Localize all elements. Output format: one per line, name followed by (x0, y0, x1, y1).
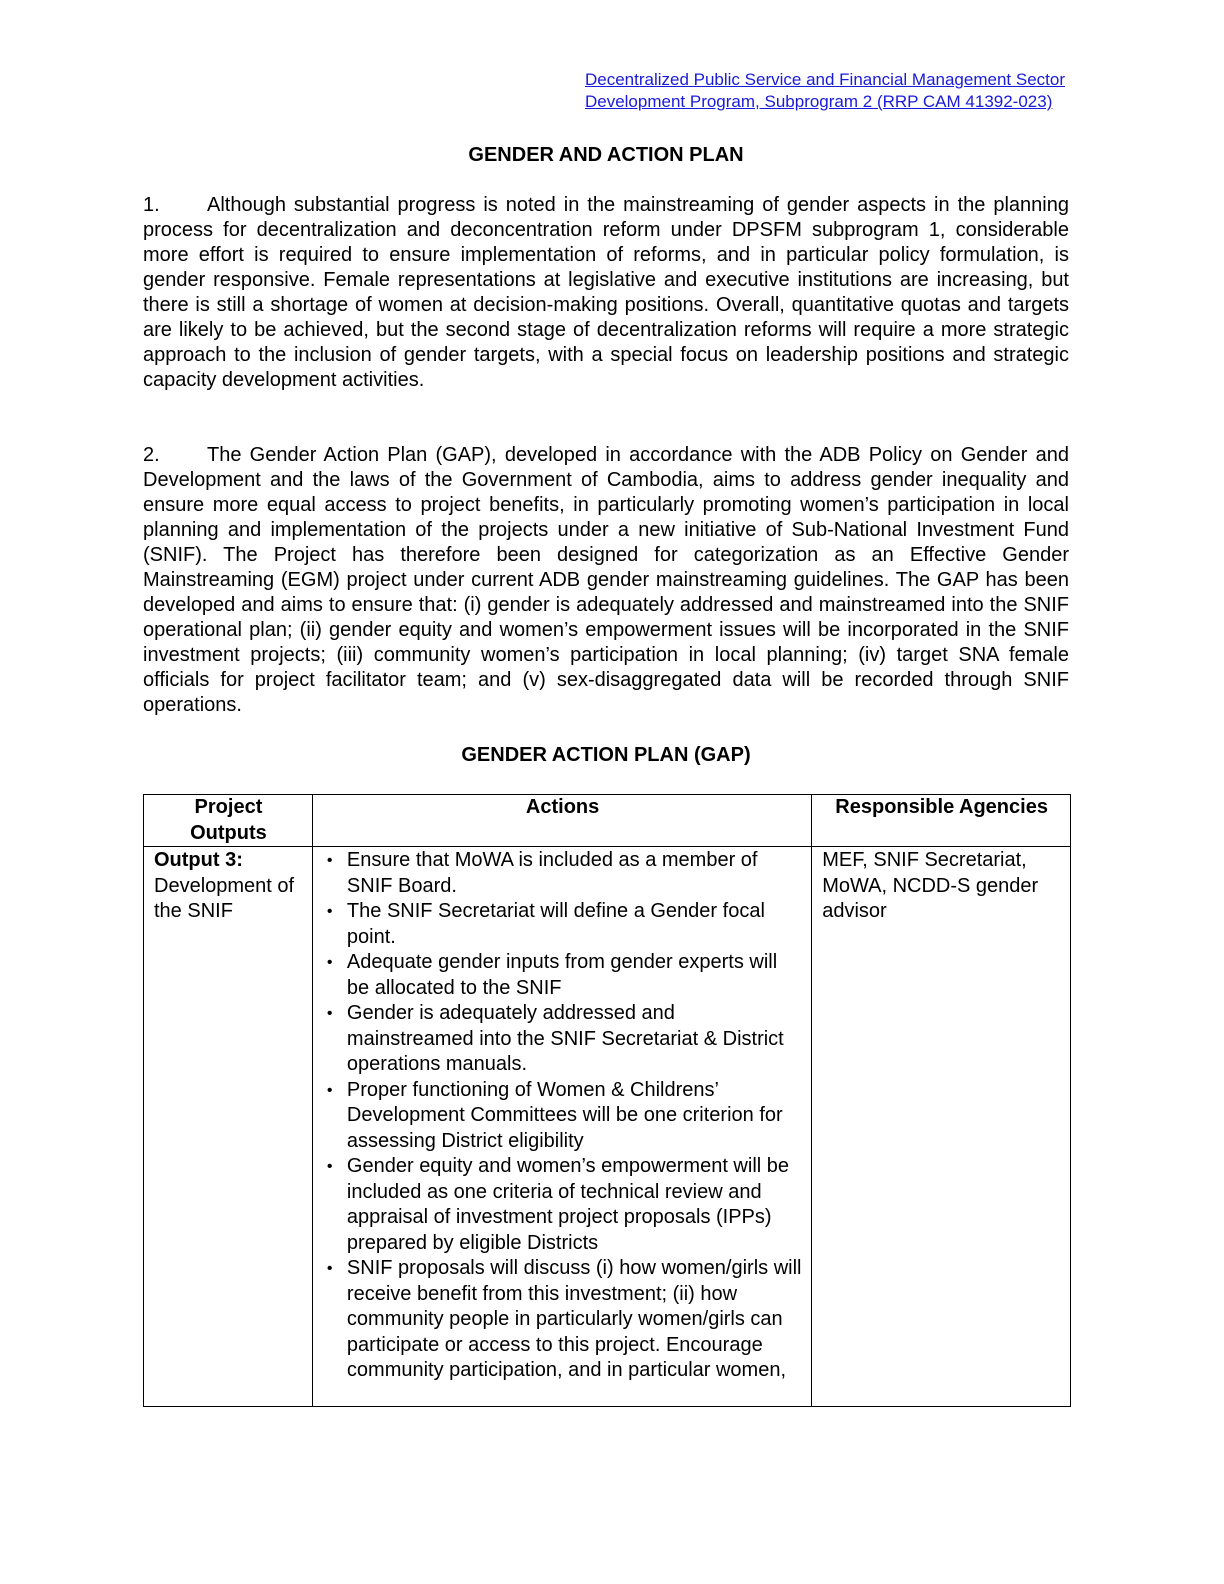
gender-action-plan-table (143, 794, 1071, 1407)
agencies-cell: MEF, SNIF Secretariat, MoWA, NCDD-S gender advisor (812, 847, 1071, 1407)
bullet-icon: • (326, 852, 333, 869)
action-text: Ensure that MoWA is included as a member of SNIF Board. (346, 849, 758, 897)
paragraph-1 (143, 193, 1069, 393)
paragraph-number: 2. (143, 444, 160, 466)
action-text: Gender is adequately addressed and mainstreamed into the SNIF Secretariat & District operations manuals. (346, 1002, 784, 1075)
header-actions: Actions (312, 795, 811, 847)
header-reference-link[interactable] (585, 69, 1065, 113)
paragraph-text: Although substantial progress is noted in the mainstreaming of gender aspects in the planning process for decentralization and deconcentration reform under DPSFM subprogram 1, considerable more effort is required to ensure implementation of reforms, and in particular policy formulation, is gender responsive. Female representations at legislative and executive institutions are increasing, but there is still a shortage of women at decision-making positions. Overall, quantitative quotas and targets are likely to be achieved, but the second stage of decentralization reforms will require a more strategic approach to the inclusion of gender targets, with a special focus on leadership positions and strategic capacity development activities. (143, 194, 1069, 391)
document-title: GENDER AND ACTION PLAN (468, 144, 744, 166)
bullet-icon: • (326, 903, 333, 920)
list-item (326, 950, 802, 1001)
header-link-line1[interactable]: Decentralized Public Service and Financial Management Sector (584, 70, 1065, 89)
paragraph-number: 1. (143, 194, 160, 216)
output-label: Output 3: (154, 849, 243, 871)
bullet-icon: • (326, 1260, 333, 1277)
bullet-icon: • (326, 1005, 333, 1022)
actions-list (323, 848, 802, 1384)
output-cell (144, 847, 313, 1407)
list-item (326, 1154, 802, 1256)
gap-section-title: GENDER ACTION PLAN (GAP) (461, 744, 751, 766)
action-text: Gender equity and women’s empowerment will be included as one criteria of technical review and appraisal of investment project proposals (IPPs) prepared by eligible Districts (346, 1155, 790, 1254)
action-text: Proper functioning of Women & Childrens’ Development Committees will be one criterion for assessing District eligibility (346, 1078, 783, 1152)
header-project-outputs: Project Outputs (144, 795, 313, 847)
list-item (326, 1001, 802, 1078)
bullet-icon: • (326, 954, 333, 971)
action-text: SNIF proposals will discuss (i) how women/girls will receive benefit from this investment; (ii) how community people in particularly women/girls can participate or access to this project. Encourage community participation, and in particular women, (346, 1257, 802, 1381)
action-text: Adequate gender inputs from gender experts will be allocated to the SNIF (346, 951, 778, 999)
list-item (326, 1078, 802, 1155)
paragraph-text: The Gender Action Plan (GAP), developed in accordance with the ADB Policy on Gender and Development and the laws of the Government of Cambodia, aims to address gender inequality and ensure more equal access to project benefits, in particularly promoting women’s participation in local planning and implementation of the projects under a new initiative of Sub-National Investment Fund (SNIF). The Project has therefore been designed for categorization as an Effective Gender Mainstreaming (EGM) project under current ADB gender mainstreaming guidelines. The GAP has been developed and aims to ensure that: (i) gender is adequately addressed and mainstreamed into the SNIF operational plan; (ii) gender equity and women’s empowerment issues will be incorporated in the SNIF investment projects; (iii) community women’s participation in local planning; (iv) target SNA female officials for project facilitator team; and (v) sex-disaggregated data will be recorded through SNIF operations. (143, 444, 1069, 716)
bullet-icon: • (326, 1081, 333, 1099)
bullet-icon: • (326, 1158, 333, 1175)
table-header-row (144, 795, 1071, 847)
header-link-line2[interactable]: Development Program, Subprogram 2 (RRP CAM 41392-023) (584, 92, 1053, 111)
action-text: The SNIF Secretariat will define a Gender focal point. (346, 900, 765, 948)
list-item (326, 848, 802, 899)
list-item (326, 1256, 802, 1384)
table-row (144, 847, 1071, 1407)
actions-cell (312, 847, 811, 1407)
paragraph-2 (143, 443, 1069, 718)
output-description: Development of the SNIF (154, 874, 295, 922)
header-responsible-agencies: Responsible Agencies (812, 795, 1071, 847)
list-item (326, 899, 802, 950)
